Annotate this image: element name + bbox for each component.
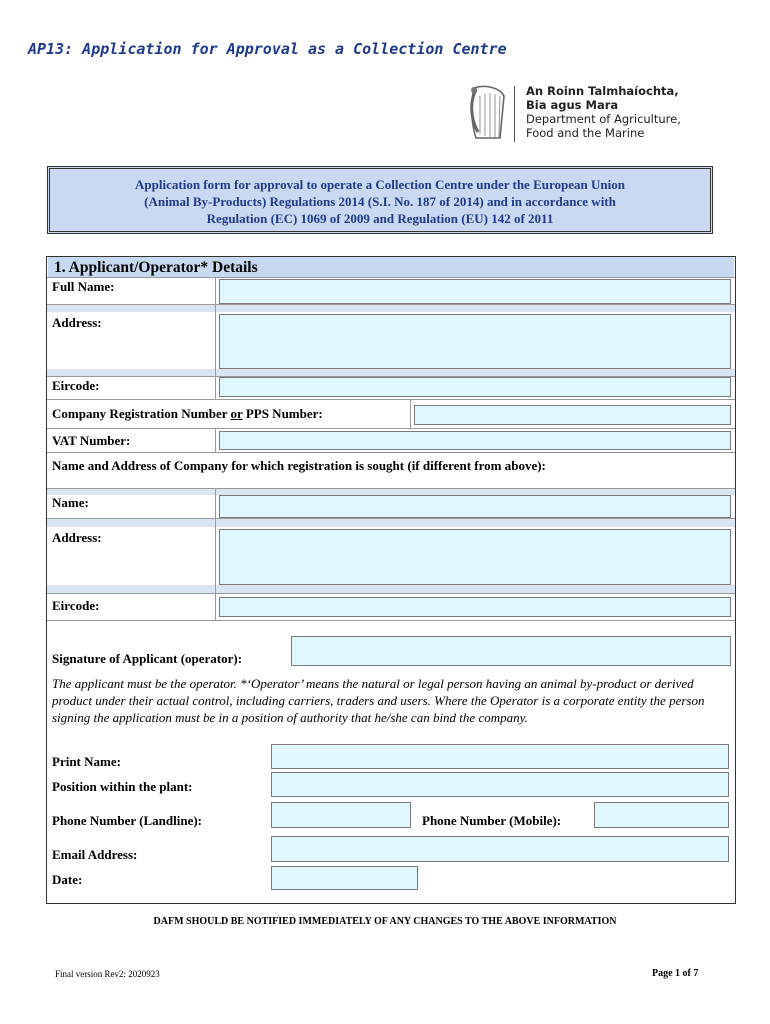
full-name-label: Full Name: xyxy=(52,279,115,294)
intro-line2: (Animal By-Products) Regulations 2014 (S.I. No. 187 of 2014) and in accordance with xyxy=(144,194,616,209)
row-spacer xyxy=(47,488,735,495)
department-logo xyxy=(466,82,716,144)
phone-mobile-field[interactable] xyxy=(594,802,729,828)
intro-text xyxy=(50,176,710,227)
row-spacer xyxy=(47,585,735,593)
eircode-label: Eircode: xyxy=(52,378,100,393)
document-title: AP13: Application for Approval as a Collection Centre xyxy=(28,40,507,58)
intro-box xyxy=(47,166,713,234)
row-divider xyxy=(47,399,735,400)
company-address-label: Address: xyxy=(52,530,102,545)
row-spacer xyxy=(47,518,735,527)
company-eircode-label: Eircode: xyxy=(52,598,100,613)
company-eircode-field[interactable] xyxy=(219,597,731,617)
footer-notice: DAFM SHOULD BE NOTIFIED IMMEDIATELY OF ANY CHANGES TO THE ABOVE INFORMATION xyxy=(153,916,617,927)
vat-field[interactable] xyxy=(219,431,731,450)
column-divider xyxy=(215,488,216,620)
dept-english-line1: Department of Agriculture, xyxy=(526,112,681,126)
vat-label: VAT Number: xyxy=(52,433,131,448)
dept-irish-line2: Bia agus Mara xyxy=(526,98,619,112)
row-divider xyxy=(47,593,735,594)
email-field[interactable] xyxy=(271,836,729,862)
company-heading: Name and Address of Company for which registration is sought (if different from above): xyxy=(52,458,546,473)
row-divider xyxy=(47,488,735,489)
position-field[interactable] xyxy=(271,772,729,797)
column-divider xyxy=(410,399,411,428)
intro-line1: Application form for approval to operate a Collection Centre under the European Union xyxy=(135,177,625,192)
row-divider xyxy=(47,277,735,278)
row-divider xyxy=(47,518,735,519)
signature-field[interactable] xyxy=(291,636,731,666)
phone-landline-label: Phone Number (Landline): xyxy=(52,813,202,828)
email-label: Email Address: xyxy=(52,847,138,862)
column-divider xyxy=(215,376,216,399)
logo-separator xyxy=(514,86,515,142)
full-name-field[interactable] xyxy=(219,279,731,304)
section-title: 1. Applicant/Operator* Details xyxy=(48,257,734,277)
phone-landline-field[interactable] xyxy=(271,802,411,828)
dept-english-line2: Food and the Marine xyxy=(526,126,645,140)
signature-label: Signature of Applicant (operator): xyxy=(52,651,243,666)
address-label: Address: xyxy=(52,315,102,330)
row-divider xyxy=(47,452,735,453)
dept-irish-line1: An Roinn Talmhaíochta, xyxy=(526,84,679,98)
phone-mobile-label: Phone Number (Mobile): xyxy=(422,813,562,828)
operator-note: The applicant must be the operator. *‘Operator’ means the natural or legal person having an animal by-product or derived product under their actual control, including carriers, traders and users. Where the Operator is a corporate entity the person signing the application must be in a position of authority that he/she can bind the company. xyxy=(52,676,705,725)
version-label: Final version Rev2: 2020923 xyxy=(55,969,160,979)
print-name-field[interactable] xyxy=(271,744,729,769)
row-spacer xyxy=(47,369,735,376)
date-label: Date: xyxy=(52,872,83,887)
page-number: Page 1 of 7 xyxy=(652,968,699,979)
row-spacer xyxy=(47,304,735,312)
row-divider xyxy=(47,428,735,429)
company-name-field[interactable] xyxy=(219,495,731,518)
crn-pps-label xyxy=(52,406,323,422)
crn-suffix: PPS Number: xyxy=(242,406,323,421)
row-divider xyxy=(47,304,735,305)
position-label: Position within the plant: xyxy=(52,779,193,794)
row-divider xyxy=(47,620,735,621)
intro-line3: Regulation (EC) 1069 of 2009 and Regulation (EU) 142 of 2011 xyxy=(206,211,554,226)
crn-or: or xyxy=(230,406,243,421)
eircode-field[interactable] xyxy=(219,377,731,397)
harp-icon xyxy=(466,82,510,144)
column-divider xyxy=(215,277,216,376)
column-divider xyxy=(215,428,216,452)
crn-pps-field[interactable] xyxy=(414,405,731,425)
company-name-label: Name: xyxy=(52,495,89,510)
print-name-label: Print Name: xyxy=(52,754,121,769)
address-field[interactable] xyxy=(219,314,731,369)
crn-prefix: Company Registration Number xyxy=(52,406,231,421)
company-address-field[interactable] xyxy=(219,529,731,585)
department-name xyxy=(526,84,681,140)
date-field[interactable] xyxy=(271,866,418,890)
